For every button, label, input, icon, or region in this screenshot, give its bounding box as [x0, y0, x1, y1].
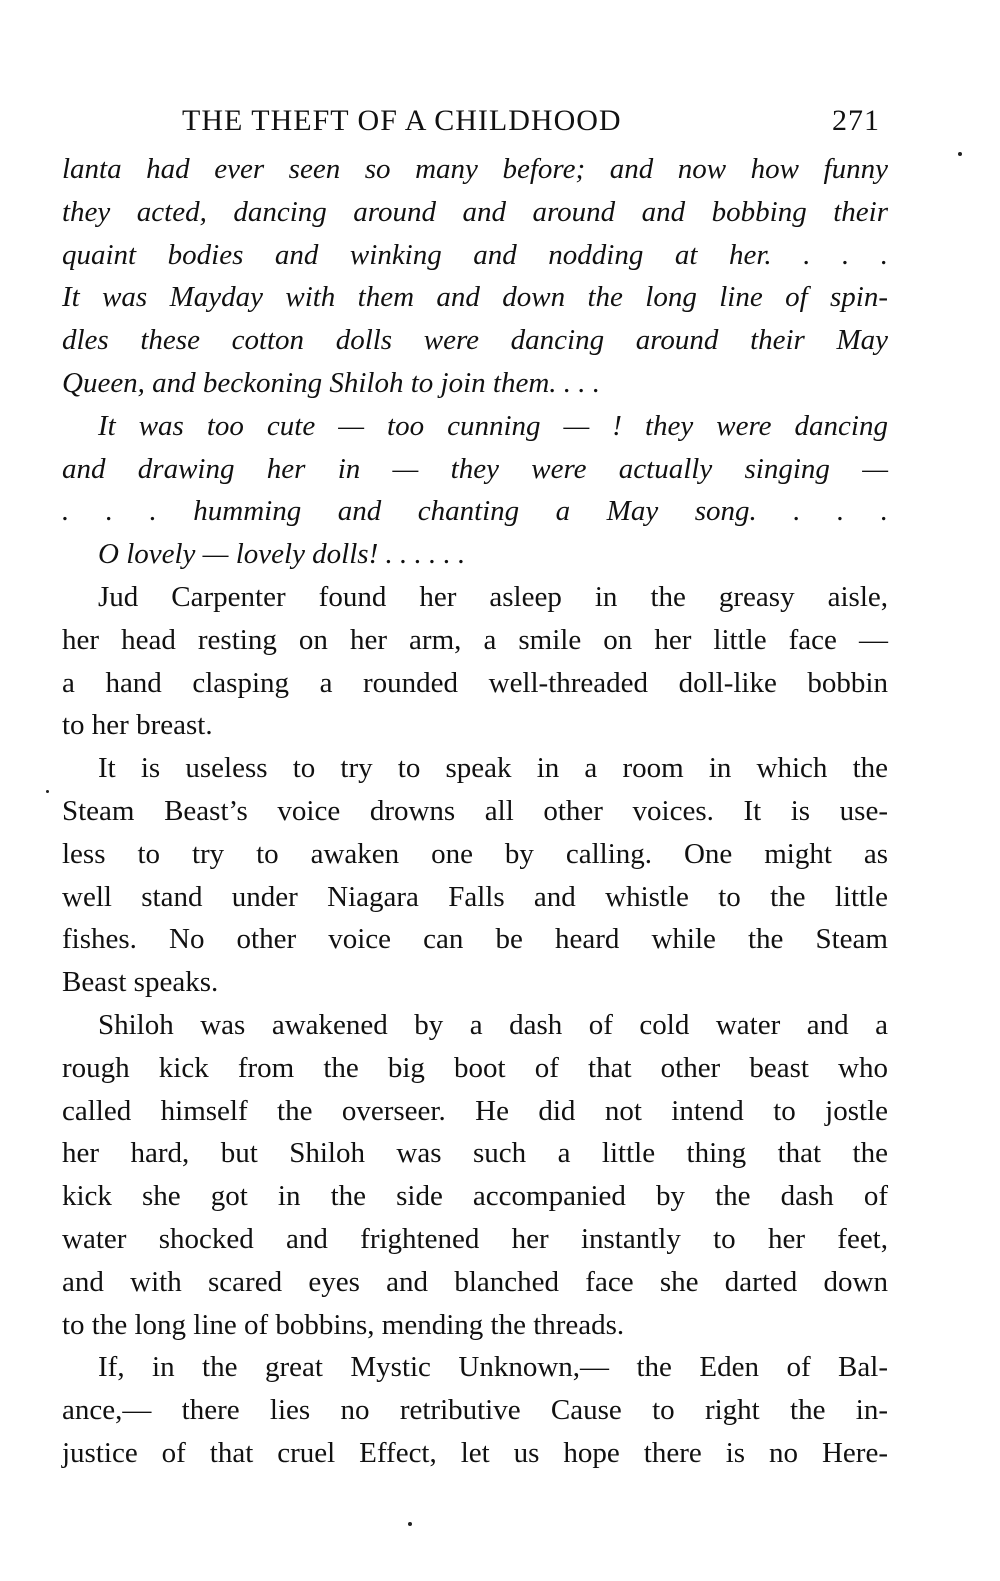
text-line: to her breast.: [62, 709, 213, 742]
paragraph: [62, 576, 888, 747]
text-line: kick she got in the side accompanied by the dash of: [62, 1180, 888, 1213]
running-head: [62, 100, 888, 148]
text-line: fishes. No other voice can be heard while the Steam: [62, 923, 888, 956]
text-line: called himself the overseer. He did not intend to jostle: [62, 1094, 888, 1127]
book-page: [62, 100, 888, 1475]
ink-speck: [46, 790, 49, 793]
text-line: a hand clasping a rounded well-threaded doll-like bobbin: [62, 666, 888, 699]
text-line: and drawing her in — they were actually singing —: [62, 452, 888, 485]
text-line: her head resting on her arm, a smile on her little face —: [62, 623, 888, 656]
text-line: Jud Carpenter found her asleep in the greasy aisle,: [98, 580, 888, 613]
text-line: they acted, dancing around and around and bobbing their: [62, 195, 888, 228]
text-line: dles these cotton dolls were dancing around their May: [62, 324, 888, 357]
italic-dream-passage: [62, 148, 888, 576]
text-line: rough kick from the big boot of that other beast who: [62, 1051, 888, 1084]
text-line: ance,— there lies no retributive Cause to right the in-: [62, 1394, 888, 1427]
ink-speck: [958, 152, 962, 156]
text-line: quaint bodies and winking and nodding at her. . . .: [62, 238, 888, 271]
paragraph: [62, 1004, 888, 1346]
text-line: water shocked and frightened her instantly to her feet,: [62, 1222, 888, 1255]
text-line: If, in the great Mystic Unknown,— the Eden of Bal-: [98, 1351, 888, 1384]
text-line: justice of that cruel Effect, let us hope there is no Here-: [62, 1436, 888, 1469]
text-line: It was Mayday with them and down the long line of spin-: [62, 281, 888, 314]
ink-speck: [408, 1522, 412, 1526]
text-line: Shiloh was awakened by a dash of cold water and a: [98, 1008, 888, 1041]
text-line: lanta had ever seen so many before; and now how funny: [62, 153, 888, 185]
text-line: . . . humming and chanting a May song. . . .: [62, 495, 888, 528]
text-line: It was too cute — too cunning — ! they were dancing: [98, 409, 888, 442]
text-line: well stand under Niagara Falls and whistle to the little: [62, 880, 888, 913]
text-line: Beast speaks.: [62, 966, 219, 999]
page-number: 271: [832, 104, 880, 137]
text-line: It is useless to try to speak in a room in which the: [98, 752, 888, 785]
paragraph: [62, 747, 888, 1004]
chapter-title: THE THEFT OF A CHILDHOOD: [182, 104, 622, 137]
text-line: Queen, and beckoning Shiloh to join them. . . .: [62, 366, 601, 399]
text-line: her hard, but Shiloh was such a little thing that the: [62, 1137, 888, 1170]
text-line: Steam Beast’s voice drowns all other voices. It is use-: [62, 794, 888, 827]
text-line: to the long line of bobbins, mending the threads.: [62, 1308, 625, 1341]
text-line: and with scared eyes and blanched face she darted down: [62, 1265, 888, 1298]
text-line: less to try to awaken one by calling. One might as: [62, 837, 888, 870]
text-line: O lovely — lovely dolls! . . . . . .: [98, 538, 466, 571]
paragraph: [62, 1346, 888, 1474]
